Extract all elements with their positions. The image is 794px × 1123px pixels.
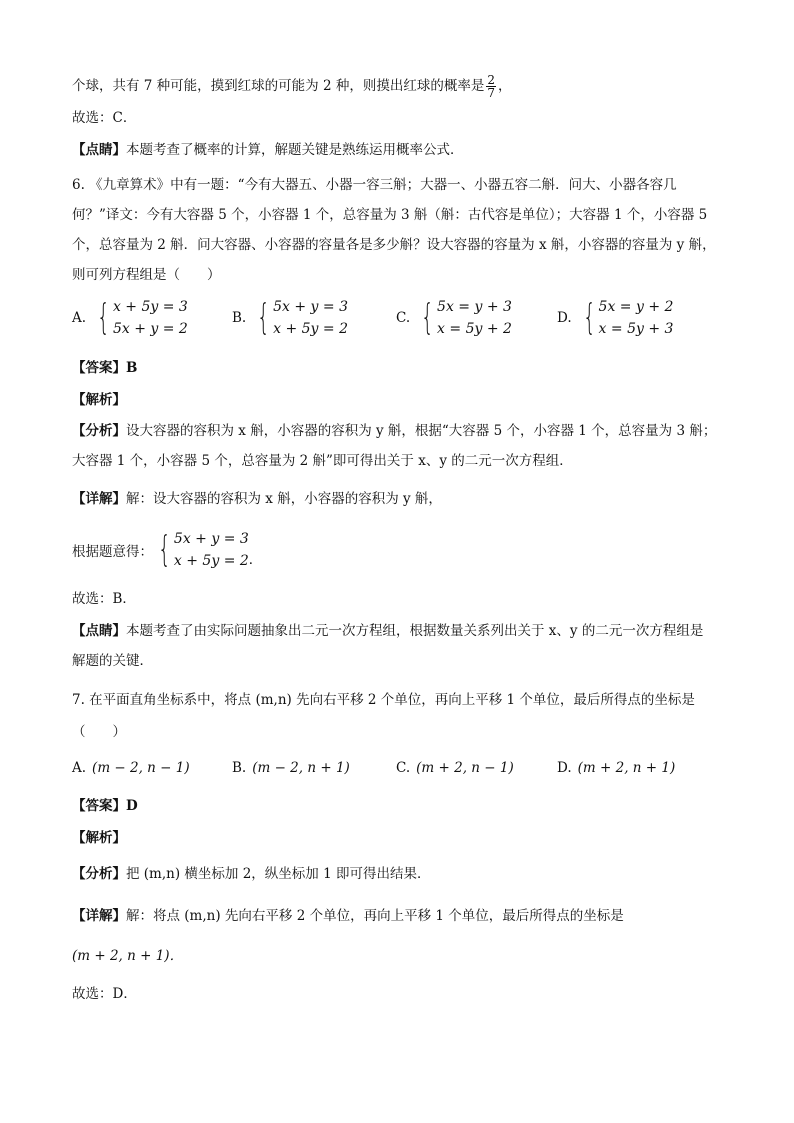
denominator: 7 xyxy=(487,86,495,100)
text-line xyxy=(72,621,703,641)
equation: x + 5y = 3 xyxy=(112,299,188,315)
numerator: 2 xyxy=(487,73,495,87)
section-tag: 【分析】 xyxy=(72,423,126,439)
equation: 5x = y + 2 xyxy=(598,299,674,315)
text: 设大容器的容积为 x 斛，小容器的容积为 y 斛，根据“大容器 5 个，小容器 1 个，总容量为 3 斛； xyxy=(126,423,717,439)
equation: 5x + y = 3 xyxy=(173,531,249,547)
question-6-line: 则可列方程组是（ ） xyxy=(72,267,221,283)
option-label: D. xyxy=(557,760,572,776)
text: ． xyxy=(248,552,263,568)
section-tag: 【点睛】 xyxy=(72,142,126,158)
analysis-label: 【解析】 xyxy=(72,392,126,408)
equation: x + 5y = 2 xyxy=(273,321,349,337)
text-line xyxy=(72,864,430,884)
text-line: 故选：D． xyxy=(72,986,137,1002)
option-a xyxy=(72,296,188,340)
question-6-line: 6. 《九章算术》中有一题：“今有大器五、小器一容三斛；大器一、小器五容二斛．问大、小器各容几 xyxy=(72,177,677,193)
option-d xyxy=(557,296,673,340)
option-b xyxy=(232,760,350,776)
equation: 5x + y = 3 xyxy=(273,299,349,315)
text-line: 故选：C． xyxy=(72,110,137,126)
question-6-line: 个，总容量为 2 斛．问大容器、小容器的容量各是多少斛？设大容器的容量为 x 斛，小容器的容量为 y 斛， xyxy=(72,237,716,253)
text: 把 (m,n) 横坐标加 2，纵坐标加 1 即可得出结果． xyxy=(126,866,431,882)
brace-icon: { xyxy=(158,529,171,570)
text: ， xyxy=(497,78,512,94)
section-tag: 【点睛】 xyxy=(72,623,126,639)
section-tag: 【详解】 xyxy=(72,908,126,924)
fraction xyxy=(486,74,496,99)
brace-icon: { xyxy=(97,297,110,338)
answer-label: 【答案】D xyxy=(72,798,138,814)
section-tag: 【详解】 xyxy=(72,491,126,507)
text-line xyxy=(72,906,624,926)
text-line xyxy=(72,74,511,99)
option-label: B. xyxy=(232,760,247,776)
equation-block xyxy=(72,528,262,572)
equation: 5x = y + 3 xyxy=(437,299,512,315)
option-b xyxy=(232,296,348,340)
option-value: (m − 2, n + 1) xyxy=(252,760,350,776)
brace-icon: { xyxy=(257,297,270,338)
text-line: 故选：B． xyxy=(72,591,136,607)
text: 解：设大容器的容积为 x 斛，小容器的容积为 y 斛， xyxy=(126,491,442,507)
analysis-label: 【解析】 xyxy=(72,830,126,846)
text: 本题考查了概率的计算，解题关键是熟练运用概率公式． xyxy=(126,142,464,158)
option-value: (m − 2, n − 1) xyxy=(92,760,190,776)
option-label: B. xyxy=(232,310,247,326)
brace-icon: { xyxy=(421,297,434,338)
text: 个球，共有 7 种可能，摸到红球的可能为 2 种，则摸出红球的概率是 xyxy=(72,78,485,94)
option-label: A. xyxy=(72,310,87,326)
brace-icon: { xyxy=(582,297,596,338)
text-line: (m + 2, n + 1)． xyxy=(72,948,184,964)
equation: x = 5y + 2 xyxy=(437,321,512,337)
text-line xyxy=(72,489,442,509)
option-label: D. xyxy=(557,310,572,326)
equation: 5x + y = 2 xyxy=(112,321,188,337)
equation-system xyxy=(92,296,188,340)
option-a xyxy=(72,760,190,776)
option-d xyxy=(557,760,675,776)
equation: x + 5y = 2 xyxy=(173,553,249,569)
option-value: (m + 2, n + 1) xyxy=(577,760,676,776)
question-6-line: 何？”译文：今有大容器 5 个，小容器 1 个，总容量为 3 斛（斛：古代容是单位）；大容器 1 个，小容器 5 xyxy=(72,207,708,223)
text: 本题考查了由实际问题抽象出二元一次方程组，根据数量关系列出关于 x、y 的二元一次方程组是 xyxy=(126,623,704,639)
equation-system xyxy=(578,296,674,340)
equation-system xyxy=(153,528,249,572)
question-7-line: （ ） xyxy=(72,724,126,740)
option-c xyxy=(396,760,514,776)
answer-label: 【答案】B xyxy=(72,360,138,376)
question-7-line: 7. 在平面直角坐标系中，将点 (m,n) 先向右平移 2 个单位，再向上平移 1 个单位，最后所得点的坐标是 xyxy=(72,692,695,708)
option-label: A. xyxy=(72,760,87,776)
equation: x = 5y + 3 xyxy=(598,321,674,337)
text: 解：将点 (m,n) 先向右平移 2 个单位，再向上平移 1 个单位，最后所得点的坐标是 xyxy=(126,908,624,924)
equation-system xyxy=(252,296,348,340)
option-c xyxy=(396,296,512,340)
text-line: 解题的关键． xyxy=(72,653,153,669)
equation-system xyxy=(416,296,512,340)
option-label: C. xyxy=(396,310,411,326)
text-line xyxy=(72,140,464,160)
section-tag: 【分析】 xyxy=(72,866,126,882)
text: 根据题意得： xyxy=(72,544,153,560)
text-line xyxy=(72,421,716,441)
text-line: 大容器 1 个，小容器 5 个，总容量为 2 斛”即可得出关于 x、y 的二元一次方程组． xyxy=(72,453,573,469)
option-value: (m + 2, n − 1) xyxy=(416,760,514,776)
option-label: C. xyxy=(396,760,411,776)
